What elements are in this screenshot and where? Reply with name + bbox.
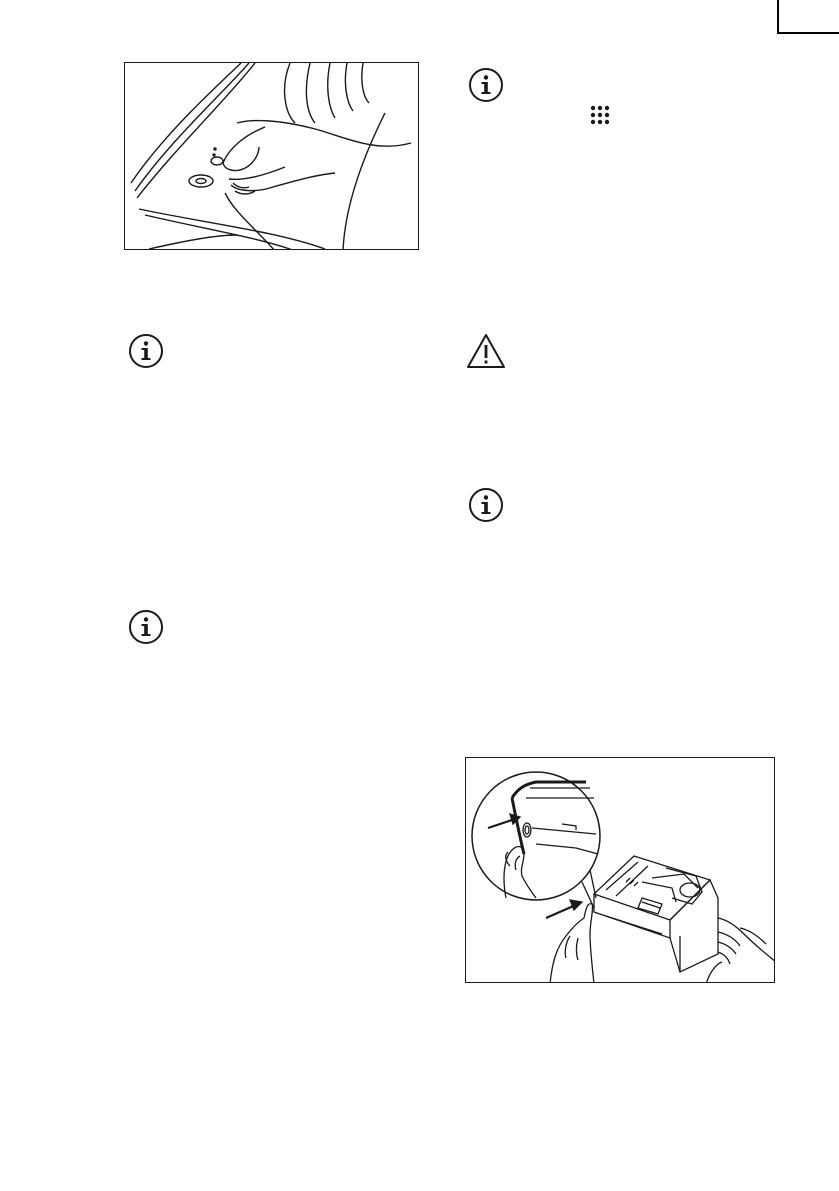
info-icon [128, 609, 164, 645]
keypad-dots-icon [589, 104, 611, 126]
crop-mark-horizontal [777, 32, 839, 34]
warning-icon [466, 333, 506, 369]
info-icon [468, 67, 504, 103]
info-icon [468, 487, 504, 523]
crop-mark-vertical [777, 0, 779, 32]
info-icon [128, 333, 164, 369]
drum-seal-figure [124, 62, 419, 250]
dispenser-figure [465, 757, 775, 983]
